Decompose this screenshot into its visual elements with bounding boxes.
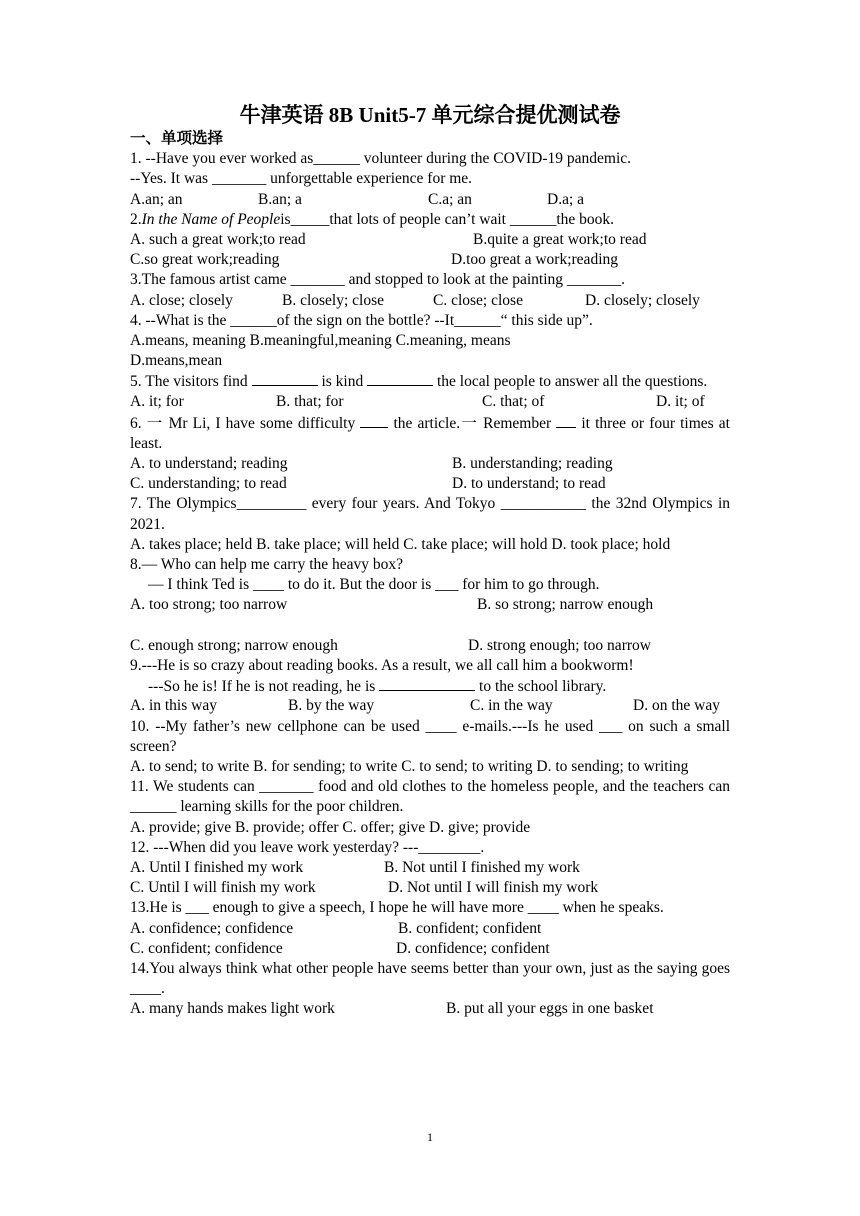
q10-options: A. to send; to write B. for sending; to write C. to send; to writing D. to sending; to writing: [130, 757, 689, 775]
q5-blank-2: [367, 371, 433, 386]
q2-stem-rest: is_____that lots of people can’t wait ______the book.: [280, 210, 615, 228]
q5-stem-part-1: 5. The visitors find: [130, 373, 252, 391]
q1-option-d: D.a; a: [547, 190, 585, 208]
q9-option-b: B. by the way: [288, 697, 375, 715]
q10-stem: 10. --My father’s new cellphone can be used ____ e-mails.---Is he used ___ on such a small screen?: [130, 717, 730, 755]
q4-options-abc: A.means, meaning B.meaningful,meaning C.meaning, means: [130, 331, 511, 349]
q11-stem: 11. We students can _______ food and old clothes to the homeless people, and the teachers can ______ learning skills for the poor children.: [130, 778, 730, 816]
q6-blank-1: [360, 413, 388, 428]
q6-stem-part-2: the article.一 Remember: [388, 414, 557, 432]
q1-stem-2: --Yes. It was _______ unforgettable experience for me.: [130, 170, 473, 188]
q9-option-c: C. in the way: [470, 697, 553, 715]
q6-options-ab: [130, 454, 730, 474]
q5-stem: [130, 371, 730, 392]
q12-options-cd: [130, 878, 730, 898]
q8-spacer: [130, 616, 730, 636]
q12-options-ab: [130, 858, 730, 878]
q12-stem: 12. ---When did you leave work yesterday? ---________.: [130, 838, 485, 856]
q13-option-a: A. confidence; confidence: [130, 919, 294, 937]
q2-option-b: B.quite a great work;to read: [473, 230, 647, 248]
q9-stem-1: 9.---He is so crazy about reading books. As a result, we all call him a bookworm!: [130, 656, 634, 674]
q14-stem: 14.You always think what other people have seems better than your own, just as the saying goes ____.: [130, 959, 730, 998]
q6-option-a: A. to understand; reading: [130, 455, 288, 473]
q1-option-c: C.a; an: [428, 190, 472, 208]
q6-blank-2: [556, 413, 576, 428]
q6-stem: [130, 413, 730, 454]
q5-stem-part-2: is kind: [317, 373, 368, 391]
q5-option-c: C. that; of: [482, 393, 545, 411]
q13-options-ab: [130, 919, 730, 939]
q2-options-cd: [130, 250, 730, 270]
q3-option-c: C. close; close: [433, 291, 523, 309]
q3-stem: 3.The famous artist came _______ and stopped to look at the painting _______.: [130, 271, 626, 289]
q2-option-a: A. such a great work;to read: [130, 230, 306, 248]
q13-option-c: C. confident; confidence: [130, 939, 283, 957]
q7-stem: 7. The Olympics_________ every four years. And Tokyo ___________ the 32nd Olympics in 2021.: [130, 495, 730, 533]
q9-stem-part-1: ---So he is! If he is not reading, he is: [148, 678, 380, 696]
q14-options-ab: [130, 999, 730, 1019]
q4-options-line-1: [130, 331, 730, 351]
q1-option-a: A.an; an: [130, 190, 183, 208]
q8-stem-2: — I think Ted is ____ to do it. But the door is ___ for him to go through.: [148, 576, 600, 594]
q14-option-a: A. many hands makes light work: [130, 1000, 335, 1018]
q9-stem-part-2: to the school library.: [475, 678, 607, 696]
q1-stem-1: 1. --Have you ever worked as______ volunteer during the COVID-19 pandemic.: [130, 150, 632, 168]
q9-option-a: A. in this way: [130, 697, 217, 715]
q8-option-d: D. strong enough; too narrow: [468, 636, 651, 654]
q6-stem-part-3: it three or four times at least.: [130, 414, 730, 452]
q6-option-c: C. understanding; to read: [130, 475, 287, 493]
q2-book-title: In the Name of People: [141, 210, 281, 228]
q11-options: A. provide; give B. provide; offer C. offer; give D. give; provide: [130, 818, 531, 836]
q14-option-b: B. put all your eggs in one basket: [446, 1000, 654, 1018]
q2-option-c: C.so great work;reading: [130, 251, 280, 269]
q6-option-b: B. understanding; reading: [452, 455, 613, 473]
page-number: 1: [427, 1130, 433, 1144]
q3-option-b: B. closely; close: [282, 291, 385, 309]
q9-options: [130, 696, 730, 716]
q6-stem-part-1: 6. 一 Mr Li, I have some difficulty: [130, 414, 361, 432]
page-title: 牛津英语 8B Unit5-7 单元综合提优测试卷: [239, 103, 621, 127]
q5-options: [130, 392, 730, 412]
q8-option-c: C. enough strong; narrow enough: [130, 636, 338, 654]
q8-stem-1: 8.— Who can help me carry the heavy box?: [130, 556, 404, 574]
q5-blank-1: [252, 371, 318, 386]
q9-stem-2: [130, 676, 730, 696]
q13-stem: 13.He is ___ enough to give a speech, I hope he will have more ____ when he speaks.: [130, 899, 664, 917]
q8-options-cd: [130, 636, 730, 656]
q12-option-c: C. Until I will finish my work: [130, 879, 316, 897]
question-list: [130, 129, 730, 1019]
q12-option-d: D. Not until I will finish my work: [388, 879, 599, 897]
q1-option-b: B.an; a: [258, 190, 302, 208]
q13-option-d: D. confidence; confident: [396, 939, 550, 957]
q4-stem: 4. --What is the ______of the sign on the bottle? --It______“ this side up”.: [130, 311, 593, 329]
q2-options-ab: [130, 230, 730, 250]
q3-option-d: D. closely; closely: [585, 291, 700, 309]
q4-options-line-2: D.means,mean: [130, 352, 223, 370]
section-heading: 一、单项选择: [130, 130, 224, 147]
q5-stem-part-3: the local people to answer all the questions.: [433, 373, 708, 391]
q2-stem: [130, 210, 730, 230]
q5-option-d: D. it; of: [656, 393, 705, 411]
q5-option-a: A. it; for: [130, 393, 184, 411]
q8-options-ab: [130, 595, 730, 615]
q6-options-cd: [130, 474, 730, 494]
q3-option-a: A. close; closely: [130, 291, 233, 309]
q8-option-a: A. too strong; too narrow: [130, 596, 288, 614]
q8-option-b: B. so strong; narrow enough: [477, 596, 654, 614]
q6-option-d: D. to understand; to read: [452, 475, 606, 493]
q5-option-b: B. that; for: [276, 393, 344, 411]
q12-option-b: B. Not until I finished my work: [384, 858, 580, 876]
q9-blank: [379, 676, 475, 691]
q2-number: 2.: [130, 210, 142, 228]
q1-options: [130, 190, 730, 210]
q7-options: A. takes place; held B. take place; will held C. take place; will hold D. took place; hold: [130, 535, 671, 553]
q13-option-b: B. confident; confident: [398, 919, 542, 937]
q2-option-d: D.too great a work;reading: [451, 251, 618, 269]
q12-option-a: A. Until I finished my work: [130, 858, 304, 876]
q3-options: [130, 291, 730, 311]
q13-options-cd: [130, 939, 730, 959]
q9-option-d: D. on the way: [633, 697, 720, 715]
